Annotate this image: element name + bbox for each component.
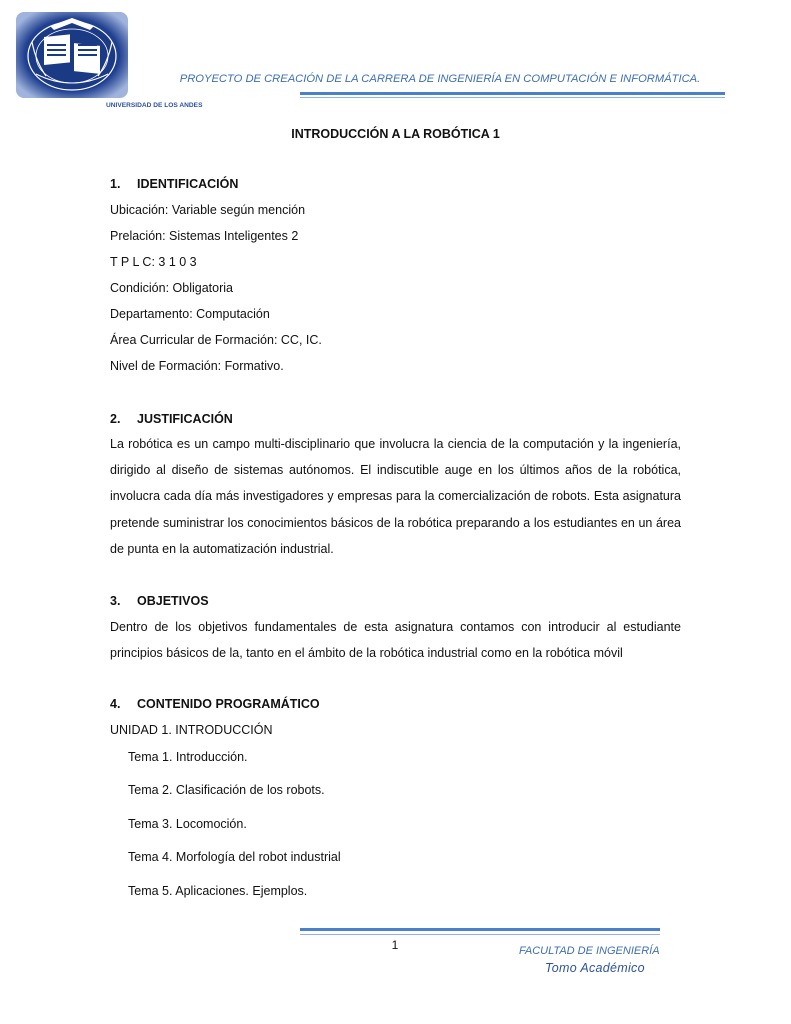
info-line-prelacion: Prelación: Sistemas Inteligentes 2 bbox=[110, 229, 299, 243]
topic-item: Tema 4. Morfología del robot industrial bbox=[128, 850, 341, 864]
info-line-tplc: T P L C: 3 1 0 3 bbox=[110, 255, 197, 269]
info-line-condicion: Condición: Obligatoria bbox=[110, 281, 233, 295]
objetivos-paragraph: Dentro de los objetivos fundamentales de esta asignatura contamos con introducir al estudiante principios básicos de la, tanto en el ámbito de la robótica industrial como en la robótica móvil bbox=[110, 620, 681, 661]
section-number: 4. bbox=[110, 697, 121, 711]
page-number: 1 bbox=[391, 938, 399, 952]
section-heading-identificacion bbox=[110, 177, 238, 191]
header-divider bbox=[300, 92, 725, 95]
tomo-academico: Tomo Académico bbox=[545, 961, 645, 975]
footer-divider-thin bbox=[300, 934, 660, 935]
section-heading-justificacion bbox=[110, 412, 233, 426]
header-divider-thin bbox=[300, 97, 725, 98]
section-heading-objetivos bbox=[110, 594, 209, 608]
topic-item: Tema 2. Clasificación de los robots. bbox=[128, 783, 325, 797]
topic-item: Tema 3. Locomoción. bbox=[128, 817, 247, 831]
section-title: CONTENIDO PROGRAMÁTICO bbox=[137, 697, 320, 711]
topic-item: Tema 1. Introducción. bbox=[128, 750, 248, 764]
university-seal-icon bbox=[16, 12, 128, 98]
info-line-area-curricular: Área Curricular de Formación: CC, IC. bbox=[110, 333, 322, 347]
document-title: INTRODUCCIÓN A LA ROBÓTICA 1 bbox=[291, 127, 500, 141]
section-number: 1. bbox=[110, 177, 121, 191]
section-title: IDENTIFICACIÓN bbox=[137, 177, 239, 191]
justificacion-paragraph: La robótica es un campo multi-disciplinario que involucra la ciencia de la computación y la ingeniería, dirigido al diseño de sistemas autónomos. El indiscutible auge en los últimos años de la robótica, involucra cada día más investigadores y empresas para la comercialización de robots. Esta asignatura pretende suministrar los conocimientos básicos de la robótica preparando a los estudiantes en un área de punta en la automatización industrial. bbox=[110, 437, 681, 556]
section-title: JUSTIFICACIÓN bbox=[137, 412, 233, 426]
faculty-name: FACULTAD DE INGENIERÍA bbox=[519, 945, 660, 957]
university-name: UNIVERSIDAD DE LOS ANDES bbox=[106, 102, 203, 109]
section-heading-contenido bbox=[110, 697, 320, 711]
footer-divider bbox=[300, 928, 660, 931]
info-line-departamento: Departamento: Computación bbox=[110, 307, 270, 321]
topic-item: Tema 5. Aplicaciones. Ejemplos. bbox=[128, 884, 308, 898]
section-number: 2. bbox=[110, 412, 121, 426]
section-title: OBJETIVOS bbox=[137, 594, 209, 608]
unit-title: UNIDAD 1. INTRODUCCIÓN bbox=[110, 723, 273, 737]
section-number: 3. bbox=[110, 594, 121, 608]
project-title: PROYECTO DE CREACIÓN DE LA CARRERA DE INGENIERÍA EN COMPUTACIÓN E INFORMÁTICA. bbox=[179, 73, 701, 85]
info-line-nivel: Nivel de Formación: Formativo. bbox=[110, 359, 284, 373]
info-line-ubicacion: Ubicación: Variable según mención bbox=[110, 203, 306, 217]
